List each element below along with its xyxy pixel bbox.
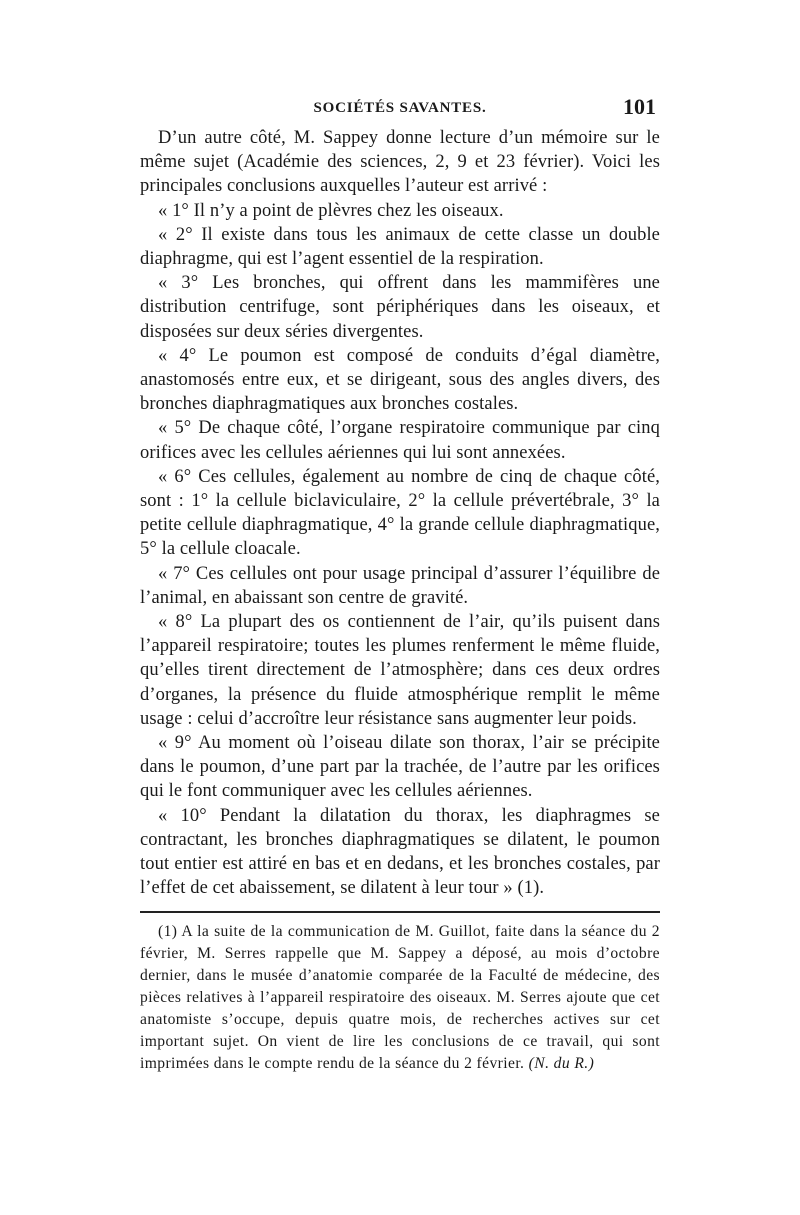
footnote-rule — [140, 911, 660, 913]
conclusion-5: « 5° De chaque côté, l’organe respiratoire communique par cinq orifices avec les cellules aériennes qui lui sont annexées. — [140, 418, 660, 463]
conclusion-9: « 9° Au moment où l’oiseau dilate son thorax, l’air se précipite dans le poumon, d’une part par la trachée, de l’autre par les orifices qui le font communiquer avec les cellules aériennes. — [140, 733, 660, 802]
page-number: 101 — [623, 94, 656, 119]
conclusion-6: « 6° Ces cellules, également au nombre de cinq de chaque côté, sont : 1° la cellule biclaviculaire, 2° la cellule prévertébrale, 3° la petite cellule diaphragmatique, 4° la grande cellule diaphragmatique, 5° la cellule cloacale. — [140, 466, 660, 560]
book-page — [140, 92, 660, 1075]
conclusion-1: « 1° Il n’y a point de plèvres chez les oiseaux. — [158, 200, 504, 221]
conclusion-7: « 7° Ces cellules ont pour usage principal d’assurer l’équilibre de l’animal, en abaissant son centre de gravité. — [140, 563, 660, 608]
footnote — [140, 921, 660, 1075]
running-title: SOCIÉTÉS SAVANTES. — [313, 100, 487, 116]
footnote-attribution: (N. du R.) — [528, 1054, 595, 1072]
footnote-text: (1) A la suite de la communication de M. Guillot, faite dans la séance du 2 février, M. Serres rappelle que M. Sappey a déposé, au mois d’octobre dernier, dans le musée d’anatomie comparée de la Faculté de médecine, des pièces relatives à l’appareil respiratoire des oiseaux. M. Serres ajoute que cet anatomiste s’occupe, depuis quatre mois, de recherches actives sur cet important sujet. On vient de lire les conclusions de ce travail, qui sont imprimées dans le compte rendu de la séance du 2 février. — [140, 922, 660, 1072]
conclusion-10: « 10° Pendant la dilatation du thorax, les diaphragmes se contractant, les bronches diaphragmatiques se dilatent, le poumon tout entier est attiré en bas et en dedans, et les bronches costales, par l’effet de cet abaissement, se dilatent à leur tour » (1). — [140, 805, 660, 899]
conclusion-4: « 4° Le poumon est composé de conduits d’égal diamètre, anastomosés entre eux, et se dirigeant, sous des angles divers, des bronches diaphragmatiques aux bronches costales. — [140, 345, 660, 415]
conclusion-3: « 3° Les bronches, qui offrent dans les mammifères une distribution centrifuge, sont périphériques dans les oiseaux, et disposées sur deux séries divergentes. — [140, 273, 660, 342]
main-text — [140, 126, 660, 901]
footnote-paragraph — [140, 921, 660, 1075]
intro-paragraph: D’un autre côté, M. Sappey donne lecture d’un mémoire sur le même sujet (Académie des sciences, 2, 9 et 23 février). Voici les principales conclusions auxquelles l’auteur est arrivé : — [140, 128, 660, 197]
conclusion-2: « 2° Il existe dans tous les animaux de cette classe un double diaphragme, qui est l’agent essentiel de la respiration. — [140, 224, 660, 270]
page-header — [140, 92, 660, 126]
conclusion-8: « 8° La plupart des os contiennent de l’air, qu’ils puisent dans l’appareil respiratoire; toutes les plumes renferment le même fluide, qu’elles tirent directement de l’atmosphère; dans ces deux ordres d’organes, la présence du fluide atmosphérique remplit le même usage : celui d’accroître leur résistance sans augmenter leur poids. — [140, 612, 660, 729]
